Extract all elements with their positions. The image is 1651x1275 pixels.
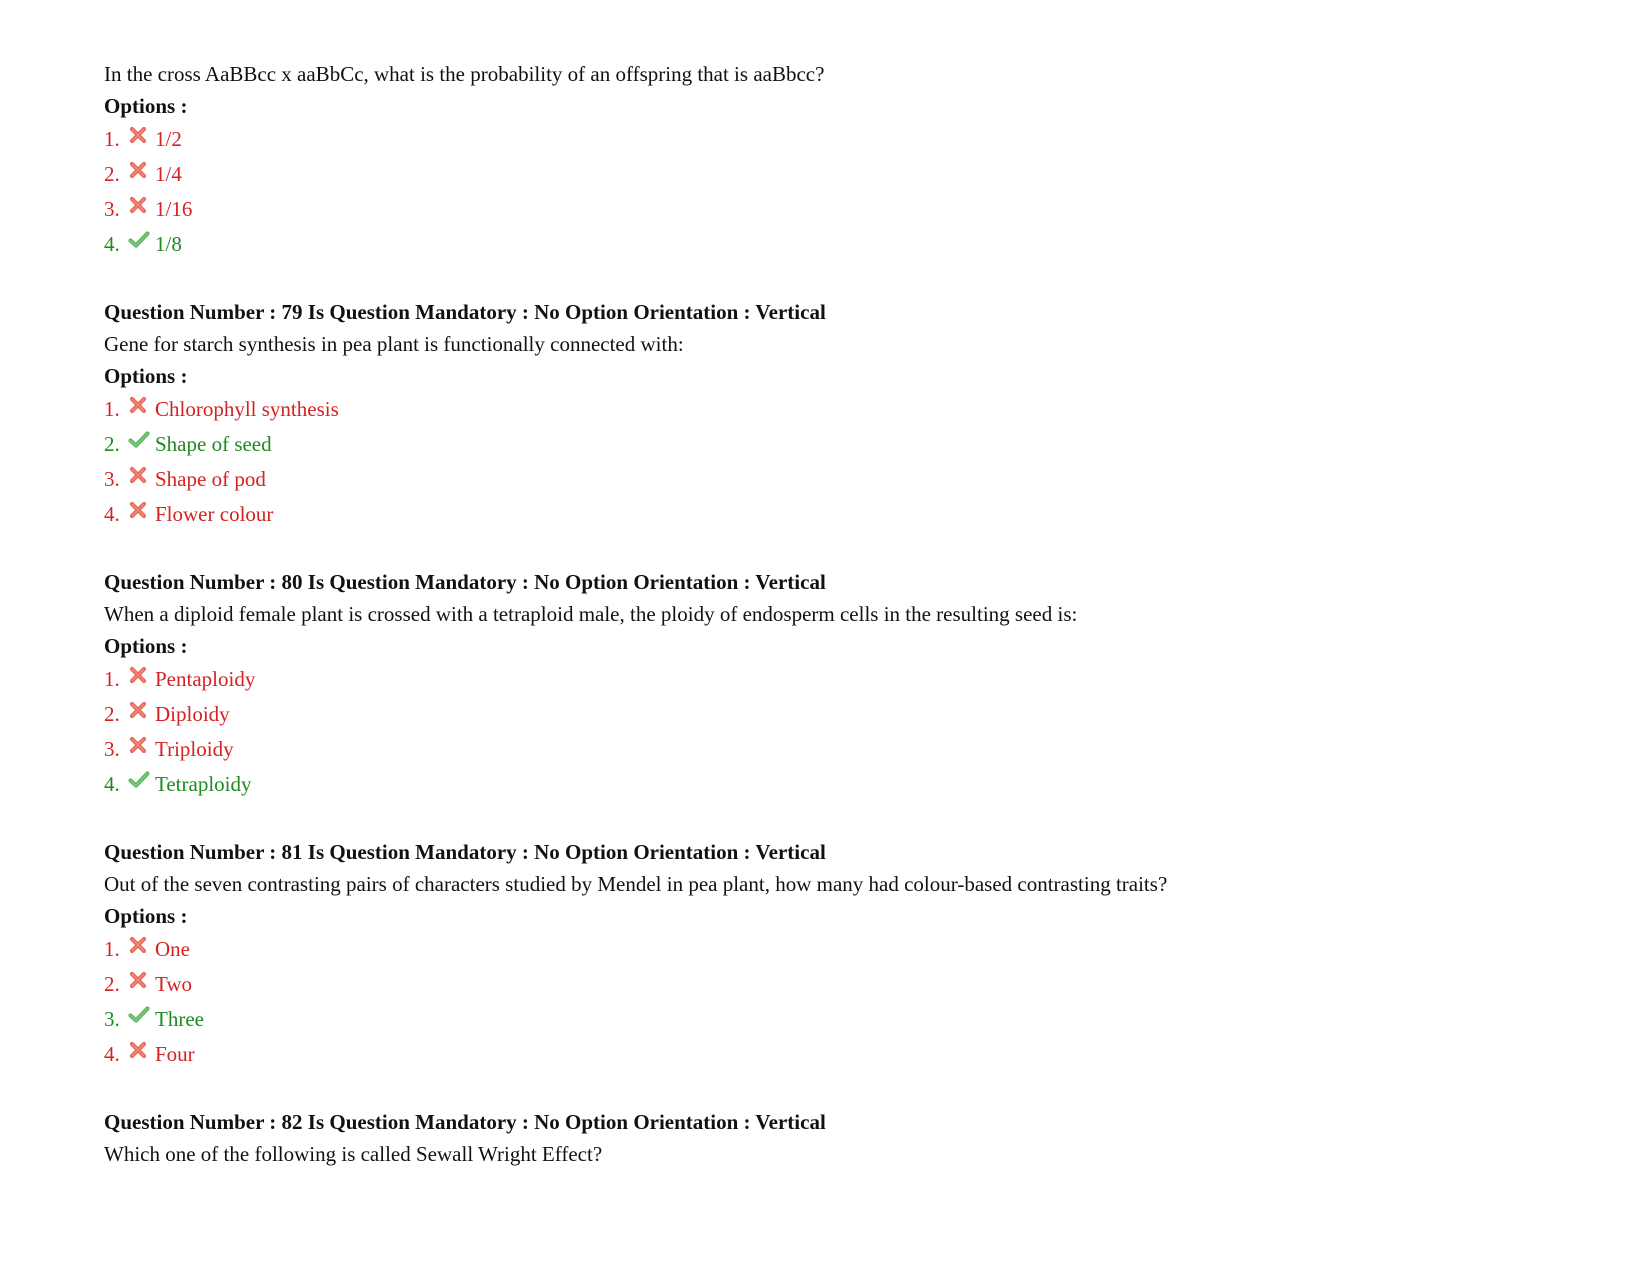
option-number: 2. [104,972,120,996]
option-number: 1. [104,937,120,961]
question-text: In the cross AaBBcc x aaBbCc, what is the probability of an offspring that is aaBbcc? [104,62,825,86]
cross-icon [128,160,148,180]
option-text: 1/8 [155,232,182,256]
option-1 [104,122,1584,157]
question-text: Gene for starch synthesis in pea plant is functionally connected with: [104,332,684,356]
option-4 [104,1037,1584,1072]
option-3 [104,732,1584,767]
option-1 [104,662,1584,697]
option-text: 1/4 [155,162,182,186]
cross-icon [128,465,148,485]
question-78 [104,58,1584,262]
option-2 [104,157,1584,192]
option-number: 1. [104,127,120,151]
cross-icon [128,195,148,215]
option-4 [104,227,1584,262]
options-list [104,392,1584,532]
option-4 [104,497,1584,532]
options-list [104,122,1584,262]
question-81 [104,836,1584,1072]
question-text: Which one of the following is called Sewall Wright Effect? [104,1142,603,1166]
question-text: Out of the seven contrasting pairs of characters studied by Mendel in pea plant, how many had colour-based contrasting traits? [104,872,1168,896]
option-4 [104,767,1584,802]
option-number: 3. [104,1007,120,1031]
option-text: Tetraploidy [155,772,252,796]
option-3 [104,462,1584,497]
option-text: Pentaploidy [155,667,256,691]
check-icon [128,1005,148,1025]
option-number: 3. [104,737,120,761]
question-header: Question Number : 80 Is Question Mandatory : No Option Orientation : Vertical [104,570,826,594]
cross-icon [128,1040,148,1060]
check-icon [128,430,148,450]
cross-icon [128,500,148,520]
options-label: Options : [104,94,188,118]
cross-icon [128,970,148,990]
option-number: 4. [104,1042,120,1066]
option-text: Shape of seed [155,432,272,456]
option-text: Chlorophyll synthesis [155,397,339,421]
option-text: Two [155,972,193,996]
option-3 [104,192,1584,227]
question-80 [104,566,1584,802]
question-header: Question Number : 79 Is Question Mandatory : No Option Orientation : Vertical [104,300,826,324]
cross-icon [128,125,148,145]
options-label: Options : [104,634,188,658]
question-text: When a diploid female plant is crossed with a tetraploid male, the ploidy of endosperm cells in the resulting seed is: [104,602,1078,626]
check-icon [128,230,148,250]
option-2 [104,697,1584,732]
question-header: Question Number : 82 Is Question Mandatory : No Option Orientation : Vertical [104,1110,826,1134]
cross-icon [128,700,148,720]
option-number: 2. [104,702,120,726]
option-text: Triploidy [155,737,234,761]
option-1 [104,392,1584,427]
question-82 [104,1106,1584,1170]
option-3 [104,1002,1584,1037]
options-list [104,662,1584,802]
check-icon [128,770,148,790]
option-text: Shape of pod [155,467,266,491]
question-paper [104,58,1584,1204]
option-number: 4. [104,772,120,796]
cross-icon [128,935,148,955]
question-header: Question Number : 81 Is Question Mandatory : No Option Orientation : Vertical [104,840,826,864]
option-number: 2. [104,162,120,186]
option-text: 1/2 [155,127,182,151]
cross-icon [128,735,148,755]
question-79 [104,296,1584,532]
option-text: Diploidy [155,702,230,726]
cross-icon [128,665,148,685]
option-text: Four [155,1042,195,1066]
option-number: 2. [104,432,120,456]
option-text: Flower colour [155,502,274,526]
option-text: 1/16 [155,197,193,221]
options-label: Options : [104,904,188,928]
option-number: 4. [104,502,120,526]
option-number: 4. [104,232,120,256]
cross-icon [128,395,148,415]
option-2 [104,967,1584,1002]
option-number: 3. [104,197,120,221]
option-number: 1. [104,397,120,421]
option-text: One [155,937,190,961]
option-number: 1. [104,667,120,691]
option-text: Three [155,1007,204,1031]
option-1 [104,932,1584,967]
option-2 [104,427,1584,462]
options-label: Options : [104,364,188,388]
option-number: 3. [104,467,120,491]
options-list [104,932,1584,1072]
